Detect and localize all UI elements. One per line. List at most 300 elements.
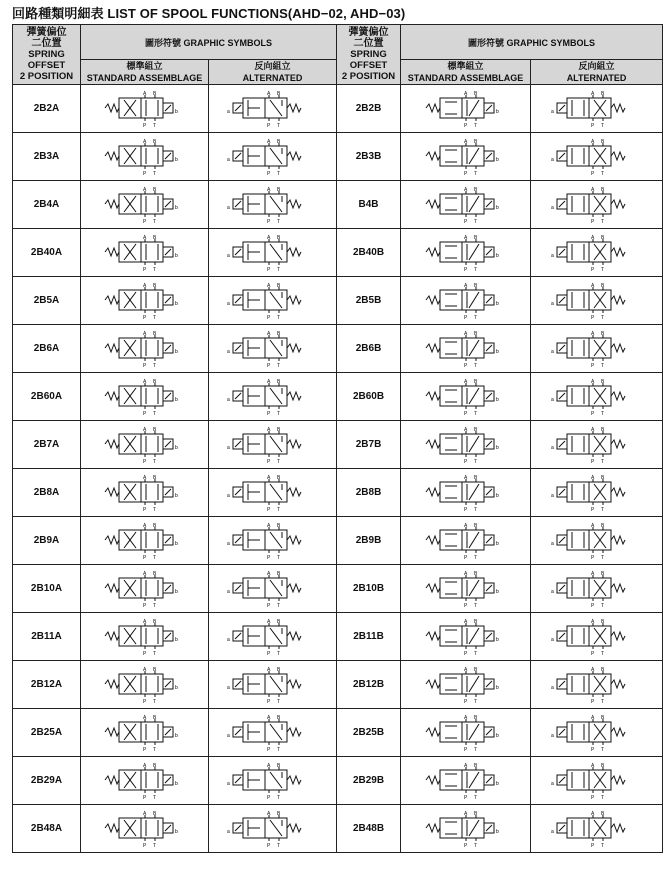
svg-text:B: B <box>473 618 477 625</box>
svg-text:T: T <box>473 746 477 753</box>
svg-text:T: T <box>473 458 477 465</box>
svg-text:T: T <box>276 170 280 177</box>
svg-text:P: P <box>142 794 146 801</box>
standard-assemblage-header-right: 標準組立 STANDARD ASSEMBLAGE <box>401 60 531 85</box>
svg-text:A: A <box>142 138 146 145</box>
svg-text:T: T <box>600 122 604 129</box>
spool-symbol-icon <box>225 713 321 753</box>
svg-text:b: b <box>174 588 178 595</box>
standard-symbol-left <box>81 181 209 229</box>
svg-text:A: A <box>590 90 594 97</box>
svg-text:T: T <box>276 410 280 417</box>
svg-text:T: T <box>276 506 280 513</box>
spool-symbol-icon <box>225 377 321 417</box>
spring-offset-header-right: 彈簧偏位 二位置 SPRING OFFSET 2 POSITION <box>337 25 401 85</box>
svg-text:T: T <box>276 458 280 465</box>
spool-symbol-icon <box>418 809 514 849</box>
svg-text:b: b <box>495 300 499 307</box>
svg-text:A: A <box>142 234 146 241</box>
svg-text:B: B <box>600 90 604 97</box>
alternated-symbol-right <box>531 709 663 757</box>
svg-text:a: a <box>550 540 554 547</box>
svg-text:T: T <box>152 458 156 465</box>
table-row <box>13 421 663 469</box>
spool-symbol-icon <box>549 137 645 177</box>
spool-code-left: 2B40A <box>13 229 81 277</box>
svg-text:P: P <box>142 170 146 177</box>
svg-text:B: B <box>473 810 477 817</box>
svg-text:a: a <box>226 492 230 499</box>
spool-code-left: 2B48A <box>13 805 81 853</box>
spool-symbol-icon <box>549 761 645 801</box>
spool-symbol-icon <box>225 761 321 801</box>
svg-text:b: b <box>174 204 178 211</box>
standard-symbol-right <box>401 757 531 805</box>
svg-text:P: P <box>266 554 270 561</box>
spool-code-left: 2B2A <box>13 85 81 133</box>
standard-symbol-right <box>401 805 531 853</box>
svg-text:A: A <box>142 762 146 769</box>
svg-text:A: A <box>142 666 146 673</box>
svg-text:P: P <box>463 698 467 705</box>
standard-symbol-right <box>401 613 531 661</box>
spool-symbol-icon <box>225 521 321 561</box>
spool-symbol-icon <box>418 377 514 417</box>
svg-text:B: B <box>276 522 280 529</box>
svg-text:P: P <box>266 314 270 321</box>
svg-text:b: b <box>174 684 178 691</box>
svg-text:B: B <box>152 426 156 433</box>
svg-text:P: P <box>463 122 467 129</box>
svg-text:A: A <box>266 618 270 625</box>
svg-text:b: b <box>495 348 499 355</box>
svg-text:T: T <box>276 362 280 369</box>
svg-text:A: A <box>142 714 146 721</box>
svg-text:a: a <box>550 828 554 835</box>
svg-text:A: A <box>590 762 594 769</box>
svg-text:T: T <box>473 698 477 705</box>
svg-text:P: P <box>266 506 270 513</box>
svg-text:B: B <box>473 426 477 433</box>
svg-text:B: B <box>152 330 156 337</box>
svg-text:B: B <box>600 522 604 529</box>
svg-text:P: P <box>142 122 146 129</box>
svg-text:P: P <box>463 218 467 225</box>
svg-text:T: T <box>600 458 604 465</box>
standard-symbol-left <box>81 661 209 709</box>
svg-text:A: A <box>142 474 146 481</box>
spool-symbol-icon <box>97 425 193 465</box>
spool-symbol-icon <box>418 281 514 321</box>
svg-text:A: A <box>266 666 270 673</box>
standard-symbol-right <box>401 325 531 373</box>
svg-text:b: b <box>495 588 499 595</box>
svg-text:P: P <box>590 794 594 801</box>
svg-text:A: A <box>463 282 467 289</box>
svg-text:T: T <box>152 842 156 849</box>
svg-text:P: P <box>142 602 146 609</box>
svg-text:B: B <box>600 714 604 721</box>
spool-code-left: 2B5A <box>13 277 81 325</box>
svg-text:T: T <box>473 410 477 417</box>
svg-text:B: B <box>152 666 156 673</box>
svg-text:A: A <box>463 90 467 97</box>
svg-text:a: a <box>226 444 230 451</box>
alternated-symbol-right <box>531 181 663 229</box>
svg-text:T: T <box>600 554 604 561</box>
svg-text:T: T <box>600 218 604 225</box>
svg-text:P: P <box>266 458 270 465</box>
table-row <box>13 805 663 853</box>
svg-text:T: T <box>473 170 477 177</box>
table-row <box>13 277 663 325</box>
svg-text:P: P <box>590 266 594 273</box>
spool-symbol-icon <box>225 473 321 513</box>
graphic-symbols-header-right: 圖形符號 GRAPHIC SYMBOLS <box>401 25 663 60</box>
svg-text:T: T <box>276 698 280 705</box>
spool-symbol-icon <box>418 473 514 513</box>
spool-symbol-icon <box>97 713 193 753</box>
alternated-symbol-left <box>209 325 337 373</box>
svg-text:P: P <box>266 362 270 369</box>
svg-text:A: A <box>463 570 467 577</box>
svg-text:a: a <box>226 540 230 547</box>
spool-code-right: 2B7B <box>337 421 401 469</box>
svg-text:B: B <box>473 282 477 289</box>
svg-text:b: b <box>495 444 499 451</box>
svg-text:a: a <box>226 588 230 595</box>
svg-text:B: B <box>473 714 477 721</box>
alternated-symbol-right <box>531 757 663 805</box>
svg-text:b: b <box>174 300 178 307</box>
standard-symbol-right <box>401 85 531 133</box>
svg-text:B: B <box>276 714 280 721</box>
svg-text:A: A <box>463 762 467 769</box>
spool-symbol-icon <box>549 185 645 225</box>
svg-text:a: a <box>226 636 230 643</box>
standard-symbol-left <box>81 85 209 133</box>
svg-text:T: T <box>473 506 477 513</box>
svg-text:B: B <box>276 762 280 769</box>
svg-text:P: P <box>463 362 467 369</box>
svg-text:T: T <box>600 266 604 273</box>
svg-text:P: P <box>463 506 467 513</box>
spool-code-right: 2B12B <box>337 661 401 709</box>
svg-text:b: b <box>174 636 178 643</box>
spool-symbol-icon <box>418 425 514 465</box>
alternated-symbol-left <box>209 709 337 757</box>
spool-symbol-icon <box>97 761 193 801</box>
svg-text:P: P <box>266 602 270 609</box>
table-row <box>13 325 663 373</box>
svg-text:B: B <box>600 474 604 481</box>
svg-text:A: A <box>142 618 146 625</box>
svg-text:B: B <box>152 282 156 289</box>
svg-text:b: b <box>174 108 178 115</box>
svg-text:b: b <box>495 684 499 691</box>
svg-text:A: A <box>590 666 594 673</box>
spool-code-right: 2B25B <box>337 709 401 757</box>
svg-text:P: P <box>463 458 467 465</box>
svg-text:B: B <box>152 186 156 193</box>
spool-symbol-icon <box>97 329 193 369</box>
svg-text:B: B <box>152 810 156 817</box>
alternated-symbol-right <box>531 613 663 661</box>
svg-text:A: A <box>266 282 270 289</box>
spool-code-right: 2B10B <box>337 565 401 613</box>
spool-symbol-icon <box>549 617 645 657</box>
spool-symbol-icon <box>225 137 321 177</box>
svg-text:P: P <box>142 554 146 561</box>
svg-text:P: P <box>590 170 594 177</box>
svg-text:B: B <box>276 618 280 625</box>
svg-text:T: T <box>473 122 477 129</box>
svg-text:B: B <box>152 762 156 769</box>
spool-symbol-icon <box>549 713 645 753</box>
alternated-symbol-left <box>209 757 337 805</box>
svg-text:T: T <box>152 122 156 129</box>
svg-text:T: T <box>276 794 280 801</box>
table-row <box>13 613 663 661</box>
svg-text:T: T <box>473 602 477 609</box>
svg-text:T: T <box>276 602 280 609</box>
svg-text:P: P <box>590 410 594 417</box>
svg-text:B: B <box>276 186 280 193</box>
svg-text:A: A <box>266 186 270 193</box>
svg-text:P: P <box>142 506 146 513</box>
svg-text:P: P <box>463 314 467 321</box>
alternated-symbol-left <box>209 469 337 517</box>
alternated-symbol-left <box>209 565 337 613</box>
spool-symbol-icon <box>225 185 321 225</box>
standard-symbol-left <box>81 325 209 373</box>
svg-text:b: b <box>174 492 178 499</box>
spool-symbol-icon <box>418 137 514 177</box>
spool-symbol-icon <box>418 329 514 369</box>
spool-symbol-icon <box>97 617 193 657</box>
svg-text:B: B <box>152 138 156 145</box>
standard-symbol-right <box>401 709 531 757</box>
svg-text:a: a <box>226 204 230 211</box>
svg-text:T: T <box>152 266 156 273</box>
alternated-symbol-left <box>209 133 337 181</box>
spool-symbol-icon <box>549 281 645 321</box>
svg-text:B: B <box>276 666 280 673</box>
svg-text:b: b <box>174 828 178 835</box>
alternated-symbol-left <box>209 85 337 133</box>
alternated-symbol-left <box>209 805 337 853</box>
svg-text:A: A <box>590 282 594 289</box>
svg-text:a: a <box>226 396 230 403</box>
svg-text:B: B <box>600 618 604 625</box>
spool-symbol-icon <box>97 473 193 513</box>
spool-code-left: 2B3A <box>13 133 81 181</box>
svg-text:B: B <box>600 762 604 769</box>
spool-code-right: 2B40B <box>337 229 401 277</box>
alternated-symbol-right <box>531 277 663 325</box>
spool-symbol-icon <box>225 329 321 369</box>
standard-symbol-left <box>81 757 209 805</box>
spool-symbol-icon <box>549 233 645 273</box>
alternated-symbol-right <box>531 421 663 469</box>
svg-text:b: b <box>495 636 499 643</box>
svg-text:T: T <box>600 362 604 369</box>
svg-text:T: T <box>152 554 156 561</box>
svg-text:T: T <box>152 794 156 801</box>
spool-symbol-icon <box>225 665 321 705</box>
svg-text:A: A <box>142 330 146 337</box>
svg-text:B: B <box>473 330 477 337</box>
svg-text:P: P <box>142 842 146 849</box>
alternated-symbol-left <box>209 613 337 661</box>
standard-symbol-left <box>81 421 209 469</box>
svg-text:P: P <box>590 122 594 129</box>
svg-text:B: B <box>473 666 477 673</box>
svg-text:T: T <box>152 170 156 177</box>
svg-text:A: A <box>590 138 594 145</box>
svg-text:A: A <box>142 570 146 577</box>
spool-symbol-icon <box>225 809 321 849</box>
svg-text:A: A <box>463 426 467 433</box>
svg-text:A: A <box>266 762 270 769</box>
svg-text:a: a <box>226 828 230 835</box>
standard-symbol-right <box>401 565 531 613</box>
svg-text:a: a <box>226 108 230 115</box>
spool-symbol-icon <box>549 665 645 705</box>
spool-symbol-icon <box>97 281 193 321</box>
svg-text:B: B <box>600 426 604 433</box>
svg-text:P: P <box>266 122 270 129</box>
standard-symbol-left <box>81 805 209 853</box>
svg-text:A: A <box>463 474 467 481</box>
svg-text:a: a <box>550 396 554 403</box>
svg-text:T: T <box>473 794 477 801</box>
svg-text:b: b <box>495 252 499 259</box>
svg-text:P: P <box>590 458 594 465</box>
svg-text:B: B <box>276 810 280 817</box>
svg-text:B: B <box>600 282 604 289</box>
svg-text:b: b <box>174 348 178 355</box>
svg-text:a: a <box>226 732 230 739</box>
spool-symbol-icon <box>549 329 645 369</box>
standard-symbol-right <box>401 133 531 181</box>
svg-text:A: A <box>590 186 594 193</box>
svg-text:A: A <box>463 666 467 673</box>
svg-text:A: A <box>266 714 270 721</box>
svg-text:P: P <box>590 842 594 849</box>
svg-text:b: b <box>174 444 178 451</box>
svg-text:A: A <box>266 330 270 337</box>
svg-text:A: A <box>463 138 467 145</box>
spool-symbol-icon <box>97 185 193 225</box>
spool-symbol-icon <box>97 89 193 129</box>
svg-text:A: A <box>266 378 270 385</box>
svg-text:A: A <box>142 378 146 385</box>
table-row <box>13 229 663 277</box>
svg-text:P: P <box>142 458 146 465</box>
svg-text:A: A <box>266 426 270 433</box>
svg-text:B: B <box>152 714 156 721</box>
svg-text:A: A <box>266 810 270 817</box>
svg-text:B: B <box>276 90 280 97</box>
spool-symbol-icon <box>225 281 321 321</box>
svg-text:A: A <box>590 570 594 577</box>
spool-code-left: 2B29A <box>13 757 81 805</box>
svg-text:a: a <box>550 444 554 451</box>
svg-text:P: P <box>266 794 270 801</box>
spool-code-right: 2B8B <box>337 469 401 517</box>
alternated-symbol-right <box>531 805 663 853</box>
spool-symbol-icon <box>97 665 193 705</box>
svg-text:B: B <box>276 330 280 337</box>
alternated-symbol-right <box>531 565 663 613</box>
svg-text:A: A <box>463 186 467 193</box>
svg-text:T: T <box>600 698 604 705</box>
svg-text:T: T <box>152 410 156 417</box>
svg-text:B: B <box>276 378 280 385</box>
svg-text:P: P <box>590 602 594 609</box>
svg-text:T: T <box>152 602 156 609</box>
alternated-symbol-left <box>209 373 337 421</box>
svg-text:T: T <box>152 362 156 369</box>
svg-text:P: P <box>142 314 146 321</box>
spool-symbol-icon <box>97 137 193 177</box>
svg-text:B: B <box>473 474 477 481</box>
svg-text:A: A <box>142 426 146 433</box>
svg-text:A: A <box>266 138 270 145</box>
alternated-header-right: 反向組立 ALTERNATED <box>531 60 663 85</box>
svg-text:P: P <box>463 266 467 273</box>
svg-text:b: b <box>174 252 178 259</box>
svg-text:B: B <box>600 234 604 241</box>
svg-text:P: P <box>590 746 594 753</box>
svg-text:B: B <box>600 810 604 817</box>
svg-text:T: T <box>276 218 280 225</box>
alternated-header-left: 反向組立 ALTERNATED <box>209 60 337 85</box>
svg-text:P: P <box>463 746 467 753</box>
svg-text:A: A <box>463 618 467 625</box>
svg-text:P: P <box>590 554 594 561</box>
svg-text:P: P <box>142 650 146 657</box>
svg-text:T: T <box>276 842 280 849</box>
svg-text:T: T <box>600 602 604 609</box>
svg-text:a: a <box>226 780 230 787</box>
alternated-symbol-right <box>531 325 663 373</box>
alternated-symbol-right <box>531 133 663 181</box>
svg-text:b: b <box>174 540 178 547</box>
standard-symbol-right <box>401 229 531 277</box>
svg-text:B: B <box>473 522 477 529</box>
svg-text:T: T <box>276 266 280 273</box>
spool-code-right: B4B <box>337 181 401 229</box>
svg-text:A: A <box>463 330 467 337</box>
standard-symbol-right <box>401 517 531 565</box>
svg-text:b: b <box>495 780 499 787</box>
svg-text:P: P <box>142 746 146 753</box>
spool-code-right: 2B6B <box>337 325 401 373</box>
svg-text:P: P <box>590 314 594 321</box>
svg-text:T: T <box>473 314 477 321</box>
standard-assemblage-header-left: 標準組立 STANDARD ASSEMBLAGE <box>81 60 209 85</box>
svg-text:A: A <box>590 810 594 817</box>
table-row <box>13 373 663 421</box>
svg-text:a: a <box>550 732 554 739</box>
svg-text:T: T <box>152 218 156 225</box>
standard-symbol-right <box>401 469 531 517</box>
svg-text:T: T <box>152 746 156 753</box>
svg-text:P: P <box>266 218 270 225</box>
svg-text:P: P <box>590 506 594 513</box>
